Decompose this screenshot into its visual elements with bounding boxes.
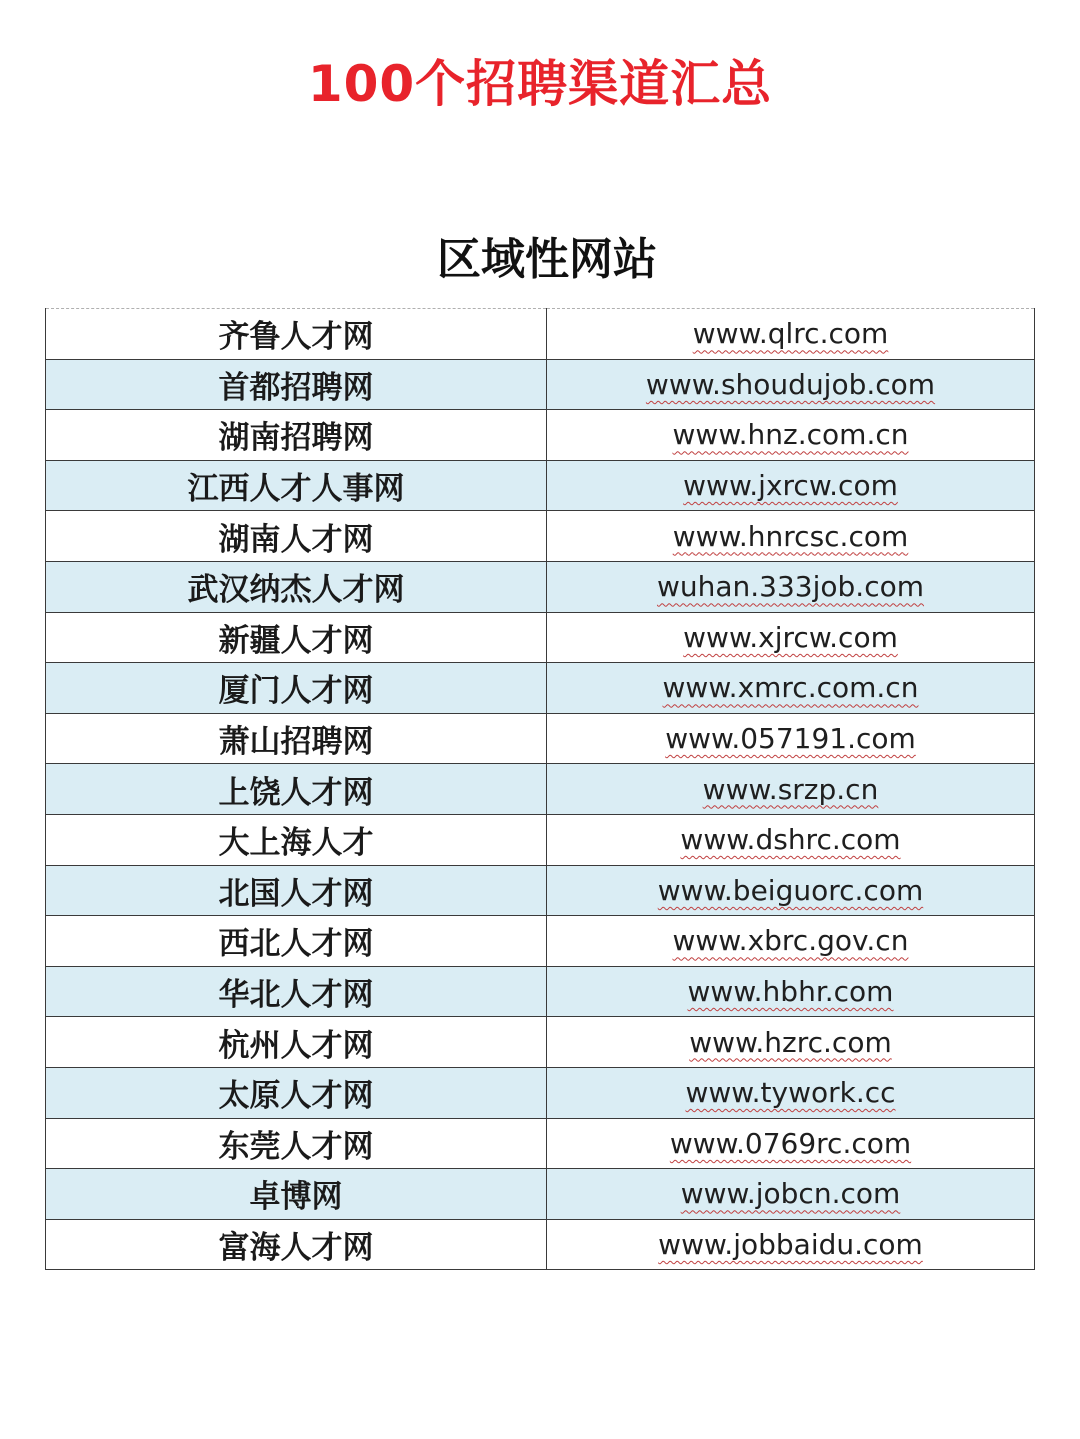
table-row <box>46 359 1035 410</box>
site-url-link[interactable]: www.beiguorc.com <box>657 873 924 907</box>
site-name: 杭州人才网 <box>46 1017 547 1068</box>
sites-table-container <box>45 308 1035 1270</box>
site-url-link[interactable]: www.srzp.cn <box>702 772 879 806</box>
regional-sites-table <box>45 308 1035 1270</box>
site-url-cell <box>547 561 1035 612</box>
site-url-cell <box>547 460 1035 511</box>
site-url-cell <box>547 511 1035 562</box>
table-row <box>46 1067 1035 1118</box>
site-name: 新疆人才网 <box>46 612 547 663</box>
table-row <box>46 1219 1035 1270</box>
site-url-link[interactable]: www.xbrc.gov.cn <box>672 924 909 958</box>
site-name: 湖南招聘网 <box>46 410 547 461</box>
site-url-cell <box>547 1169 1035 1220</box>
site-url-link[interactable]: www.hzrc.com <box>689 1025 892 1059</box>
table-row <box>46 1118 1035 1169</box>
page-title: 100个招聘渠道汇总 <box>307 55 773 113</box>
table-row <box>46 713 1035 764</box>
site-name: 江西人才人事网 <box>46 460 547 511</box>
table-body <box>46 309 1035 1270</box>
site-name: 北国人才网 <box>46 865 547 916</box>
site-url-link[interactable]: www.tywork.cc <box>685 1076 896 1110</box>
site-url-link[interactable]: www.xmrc.com.cn <box>662 671 919 705</box>
site-url-link[interactable]: www.jxrcw.com <box>683 469 898 503</box>
site-name: 湖南人才网 <box>46 511 547 562</box>
table-row <box>46 612 1035 663</box>
site-name: 齐鲁人才网 <box>46 309 547 360</box>
site-url-cell <box>547 359 1035 410</box>
table-row <box>46 410 1035 461</box>
site-url-link[interactable]: www.hnrcsc.com <box>672 519 909 553</box>
table-row <box>46 1169 1035 1220</box>
site-url-cell <box>547 663 1035 714</box>
site-name: 首都招聘网 <box>46 359 547 410</box>
table-row <box>46 663 1035 714</box>
site-url-link[interactable]: www.hbhr.com <box>687 975 894 1009</box>
site-name: 太原人才网 <box>46 1067 547 1118</box>
site-url-link[interactable]: www.hnz.com.cn <box>672 418 909 452</box>
table-row <box>46 966 1035 1017</box>
table-row <box>46 1017 1035 1068</box>
site-url-link[interactable]: www.jobcn.com <box>680 1177 901 1211</box>
table-row <box>46 916 1035 967</box>
site-url-link[interactable]: www.jobbaidu.com <box>658 1227 923 1261</box>
site-name: 大上海人才 <box>46 814 547 865</box>
site-url-cell <box>547 865 1035 916</box>
site-name: 上饶人才网 <box>46 764 547 815</box>
site-url-link[interactable]: www.qlrc.com <box>692 317 889 351</box>
table-row <box>46 865 1035 916</box>
table-row <box>46 511 1035 562</box>
table-row <box>46 764 1035 815</box>
site-url-cell <box>547 1118 1035 1169</box>
table-row <box>46 814 1035 865</box>
site-url-cell <box>547 612 1035 663</box>
site-url-cell <box>547 1017 1035 1068</box>
site-url-link[interactable]: www.xjrcw.com <box>683 620 898 654</box>
site-url-cell <box>547 1067 1035 1118</box>
site-url-cell <box>547 764 1035 815</box>
site-url-cell <box>547 713 1035 764</box>
site-url-cell <box>547 309 1035 360</box>
site-name: 华北人才网 <box>46 966 547 1017</box>
site-name: 东莞人才网 <box>46 1118 547 1169</box>
site-name: 西北人才网 <box>46 916 547 967</box>
table-row <box>46 309 1035 360</box>
site-url-link[interactable]: www.057191.com <box>665 722 916 756</box>
site-name: 厦门人才网 <box>46 663 547 714</box>
section-title: 区域性网站 <box>437 234 657 285</box>
site-url-cell <box>547 410 1035 461</box>
site-url-cell <box>547 814 1035 865</box>
site-url-link[interactable]: www.shoudujob.com <box>645 367 936 401</box>
table-row <box>46 561 1035 612</box>
site-name: 武汉纳杰人才网 <box>46 561 547 612</box>
site-url-link[interactable]: www.dshrc.com <box>680 823 901 857</box>
table-row <box>46 460 1035 511</box>
site-name: 卓博网 <box>46 1169 547 1220</box>
site-url-link[interactable]: wuhan.333job.com <box>656 570 925 604</box>
site-url-cell <box>547 1219 1035 1270</box>
site-url-cell <box>547 966 1035 1017</box>
site-url-link[interactable]: www.0769rc.com <box>669 1126 912 1160</box>
site-name: 富海人才网 <box>46 1219 547 1270</box>
site-name: 萧山招聘网 <box>46 713 547 764</box>
site-url-cell <box>547 916 1035 967</box>
